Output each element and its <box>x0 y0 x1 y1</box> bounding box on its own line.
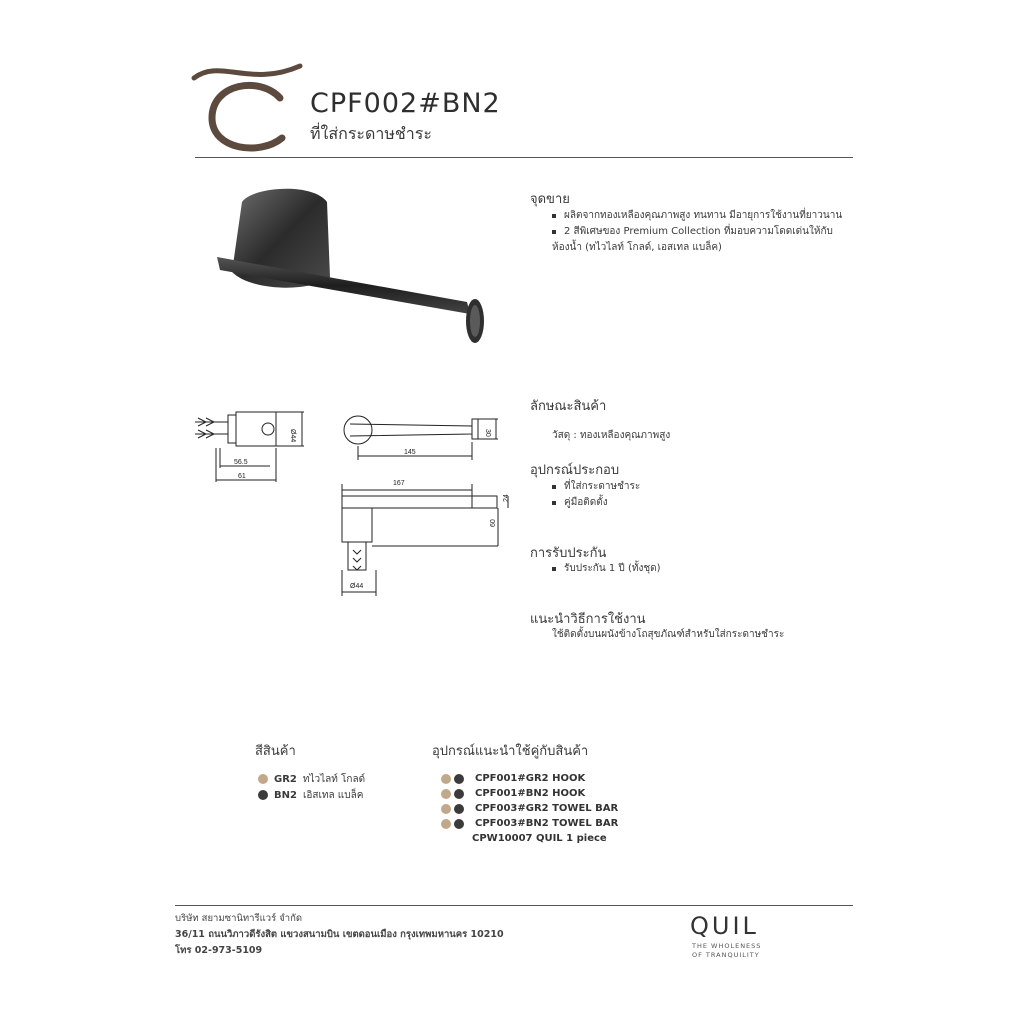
accessory-item: CPW10007 QUIL 1 piece <box>472 833 607 844</box>
feature-item: 2 สีพิเศษของ Premium Collection ที่มอบความโดดเด่นให้กับ <box>552 224 872 240</box>
header-divider <box>195 157 853 158</box>
included-list <box>552 479 640 511</box>
brand-tagline-2: OF TRANQUILITY <box>692 951 760 959</box>
accessory-item: CPF001#BN2 HOOK <box>441 786 618 801</box>
swatch-gold-icon <box>258 774 268 784</box>
features-list <box>552 208 872 240</box>
swatch-black-icon <box>454 774 464 784</box>
footer-company: บริษัท สยามซานิทารีแวร์ จำกัด <box>175 913 303 924</box>
swatch-gold-icon <box>441 804 451 814</box>
dim-61: 61 <box>238 473 246 480</box>
swatch-black-icon <box>454 804 464 814</box>
included-heading: อุปกรณ์ประกอบ <box>530 463 620 478</box>
feature-item-cont: ห้องน้ำ (ทไวไลท์ โกลด์, เอสเทล แบล็ค) <box>552 242 722 253</box>
brand-tagline-1: THE WHOLENESS <box>692 942 762 950</box>
dim-diameter-side: Ø44 <box>289 429 296 443</box>
color-code: GR2 <box>274 773 297 785</box>
spec-material: วัสดุ : ทองเหลืองคุณภาพสูง <box>552 430 671 441</box>
accessory-item: CPF003#GR2 TOWEL BAR <box>441 801 618 816</box>
dim-167: 167 <box>393 480 405 487</box>
product-image <box>212 182 492 347</box>
dim-56-5: 56.5 <box>234 459 248 466</box>
dim-60: 60 <box>490 519 497 527</box>
accessory-list <box>441 771 618 846</box>
footer-address: 36/11 ถนนวิภาวดีรังสิต แขวงสนามบิน เขตดอนเมือง กรุงเทพมหานคร 10210 <box>175 929 504 940</box>
swatch-black-icon <box>454 819 464 829</box>
dim-diameter-top: Ø44 <box>350 583 364 590</box>
warranty-list <box>552 561 661 577</box>
product-model: CPF002#BN2 <box>310 88 501 119</box>
accessory-item: CPF003#BN2 TOWEL BAR <box>441 816 618 831</box>
included-item: ที่ใส่กระดาษชำระ <box>552 479 640 495</box>
dim-24: 24 <box>503 494 510 502</box>
dim-145: 145 <box>404 449 416 456</box>
color-list <box>258 771 365 803</box>
usage-heading: แนะนำวิธีการใช้งาน <box>530 612 646 627</box>
brand-logo-icon <box>190 58 305 158</box>
specs-heading: ลักษณะสินค้า <box>530 399 607 414</box>
warranty-heading: การรับประกัน <box>530 546 607 561</box>
swatch-gold-icon <box>441 819 451 829</box>
product-name: ที่ใส่กระดาษชำระ <box>310 124 432 143</box>
warranty-item: รับประกัน 1 ปี (ทั้งชุด) <box>552 561 661 577</box>
swatch-black-icon <box>454 789 464 799</box>
accessory-item: CPF001#GR2 HOOK <box>441 771 618 786</box>
color-option-bn2 <box>258 787 365 803</box>
swatch-black-icon <box>258 790 268 800</box>
swatch-gold-icon <box>441 789 451 799</box>
brand-wordmark: QUIL <box>690 912 759 940</box>
color-name: เอิสเทล แบล็ค <box>302 789 364 801</box>
included-item: คู่มือติดตั้ง <box>552 495 640 511</box>
colors-heading: สีสินค้า <box>255 744 296 759</box>
footer-divider <box>175 905 853 906</box>
color-code: BN2 <box>274 789 297 801</box>
color-name: ทไวไลท์ โกลด์ <box>302 773 366 785</box>
accessories-heading: อุปกรณ์แนะนำใช้คู่กับสินค้า <box>432 744 589 759</box>
footer-phone: โทร 02-973-5109 <box>175 945 263 956</box>
swatch-gold-icon <box>441 774 451 784</box>
features-heading: จุดขาย <box>530 192 570 207</box>
usage-text: ใช้ติดตั้งบนผนังข้างโถสุขภัณฑ์สำหรับใส่กระดาษชำระ <box>552 629 785 640</box>
dim-30: 30 <box>484 429 491 437</box>
color-option-gr2 <box>258 771 365 787</box>
dimension-drawing <box>190 400 520 605</box>
feature-item: ผลิตจากทองเหลืองคุณภาพสูง ทนทาน มีอายุการใช้งานที่ยาวนาน <box>552 208 872 224</box>
